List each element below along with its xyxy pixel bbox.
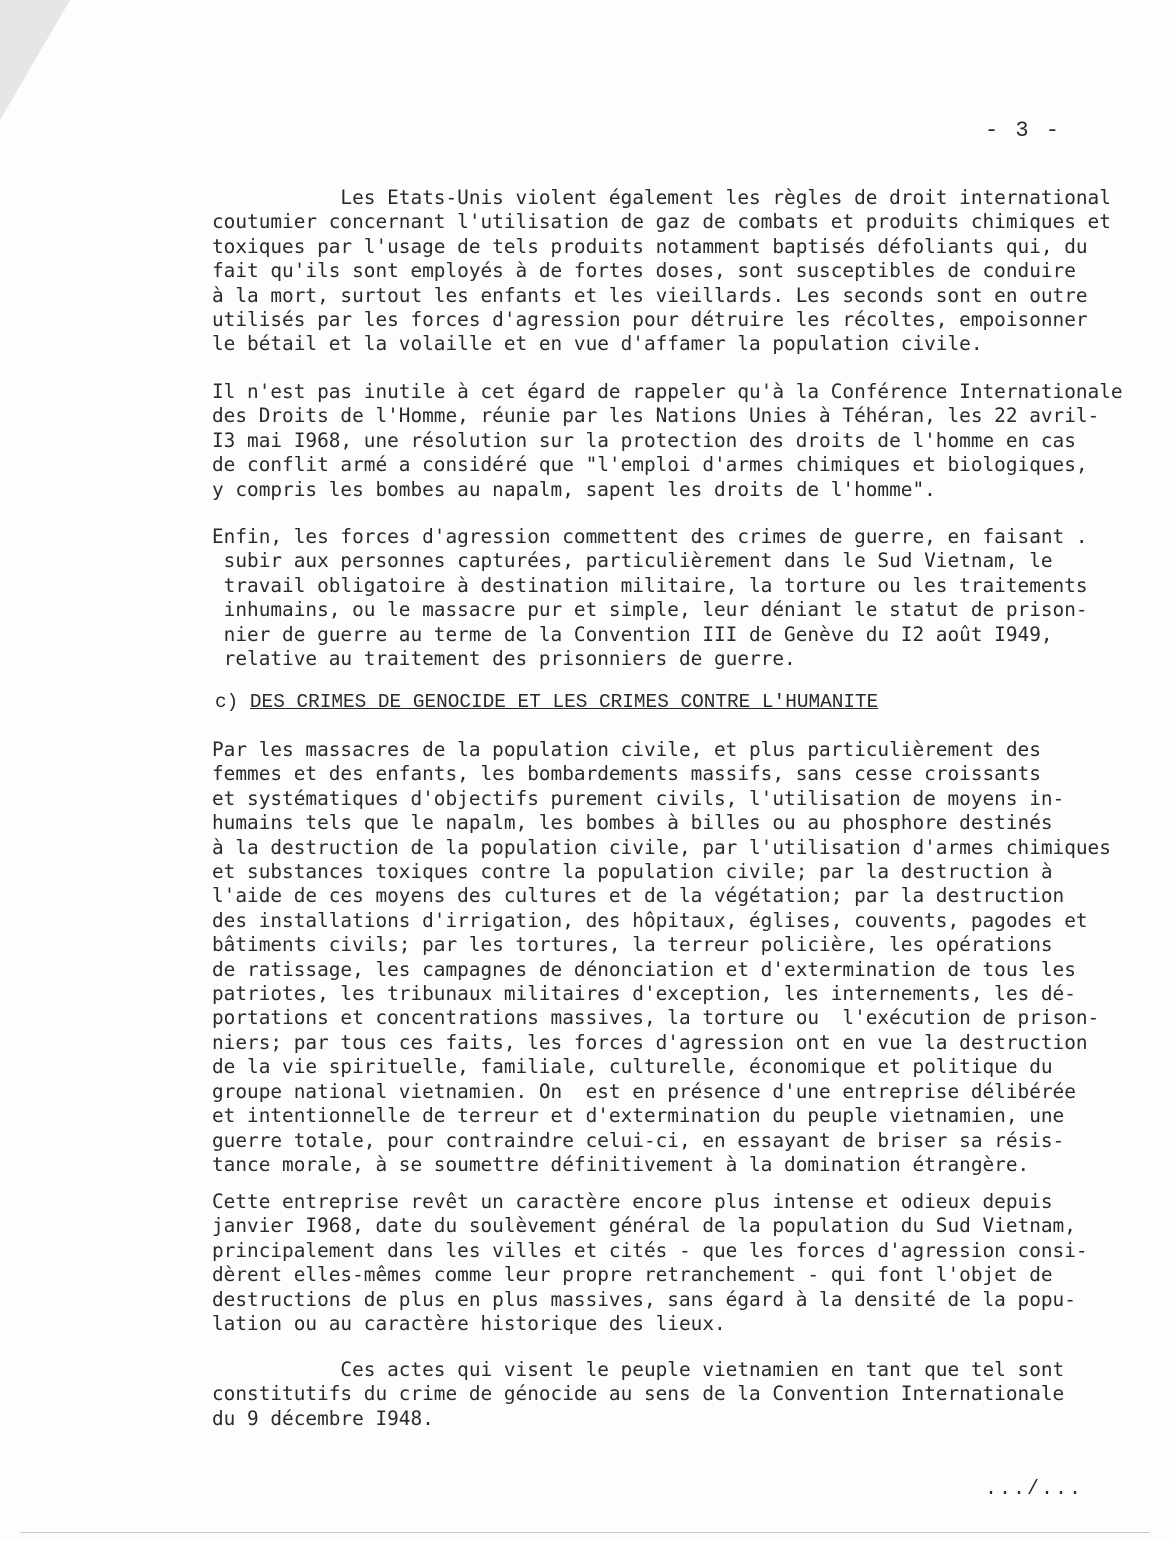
continuation-mark: .../... — [985, 1478, 1084, 1501]
paragraph-january-1968: Cette entreprise revêt un caractère encore plus intense et odieux depuis janvier I968, date du soulèvement général de la population du Sud Vietnam, principalement dans les villes et cités - que les forces d'agression consi- dèrent elles-mêmes comme leur propre retranchement - qui font l'objet de destructions de plus en plus massives, sans égard à la densité de la popu- lation ou au caractère historique des lieux. — [212, 1190, 1088, 1336]
folded-corner — [0, 0, 70, 120]
paragraph-war-crimes: Enfin, les forces d'agression commettent des crimes de guerre, en faisant . subir aux personnes capturées, particulièrement dans le Sud Vietnam, le travail obligatoire à destination militaire, la torture ou les traitements inhumains, ou le massacre pur et simple, leur déniant le statut de prison- nier de guerre au terme de la Convention III de Genève du I2 août I949, relative au traitement des prisonniers de guerre. — [212, 525, 1088, 671]
section-heading-title: DES CRIMES DE GENOCIDE ET LES CRIMES CONTRE L'HUMANITE — [249, 691, 879, 713]
paragraph-genocide-convention: Ces actes qui visent le peuple vietnamien en tant que tel sont constitutifs du crime de génocide au sens de la Convention Internationale du 9 décembre I948. — [212, 1358, 1065, 1430]
scan-edge-line — [20, 1532, 1150, 1533]
section-heading — [215, 690, 878, 714]
paragraph-genocide-acts: Par les massacres de la population civile, et plus particulièrement des femmes et des enfants, les bombardements massifs, sans cesse croissants et systématiques d'objectifs purement civils, l'utilisation de moyens in- humains tels que le napalm, les bombes à billes ou au phosphore destinés à la destruction de la population civile, par l'utilisation d'armes chimiques et substances toxiques contre la population civile; par la destruction à l'aide de ces moyens des cultures et de la végétation; par la destruction des installations d'irrigation, des hôpitaux, églises, couvents, pagodes et bâtiments civils; par les tortures, la terreur policière, les opérations de ratissage, les campagnes de dénonciation et d'extermination de tous les patriotes, les tribunaux militaires d'exception, les internements, les dé- portations et concentrations massives, la torture ou l'exécution de prison- niers; par tous ces faits, les forces d'agression ont en vue la destruction de la vie spirituelle, familiale, culturelle, économique et politique du groupe national vietnamien. On est en présence d'une entreprise délibérée et intentionnelle de terreur et d'extermination du peuple vietnamien, une guerre totale, pour contraindre celui-ci, en essayant de briser sa résis- tance morale, à se soumettre définitivement à la domination étrangère. — [212, 738, 1111, 1176]
paragraph-chemical-weapons: Les Etats-Unis violent également les règles de droit international coutumier concernant l'utilisation de gaz de combats et produits chimiques et toxiques par l'usage de tels produits notamment baptisés défoliants qui, du fait qu'ils sont employés à de fortes doses, sont susceptibles de conduire à la mort, surtout les enfants et les vieillards. Les seconds sont en outre utilisés par les forces d'agression pour détruire les récoltes, empoisonner le bétail et la volaille et en vue d'affamer la population civile. — [212, 186, 1111, 356]
section-heading-prefix: c) — [215, 691, 239, 713]
page-number: - 3 - — [985, 118, 1062, 143]
paragraph-teheran-conference: Il n'est pas inutile à cet égard de rappeler qu'à la Conférence Internationale des Droits de l'Homme, réunie par les Nations Unies à Téhéran, les 22 avril- I3 mai I968, une résolution sur la protection des droits de l'homme en cas de conflit armé a considéré que "l'emploi d'armes chimiques et biologiques, y compris les bombes au napalm, sapent les droits de l'homme". — [212, 380, 1123, 501]
